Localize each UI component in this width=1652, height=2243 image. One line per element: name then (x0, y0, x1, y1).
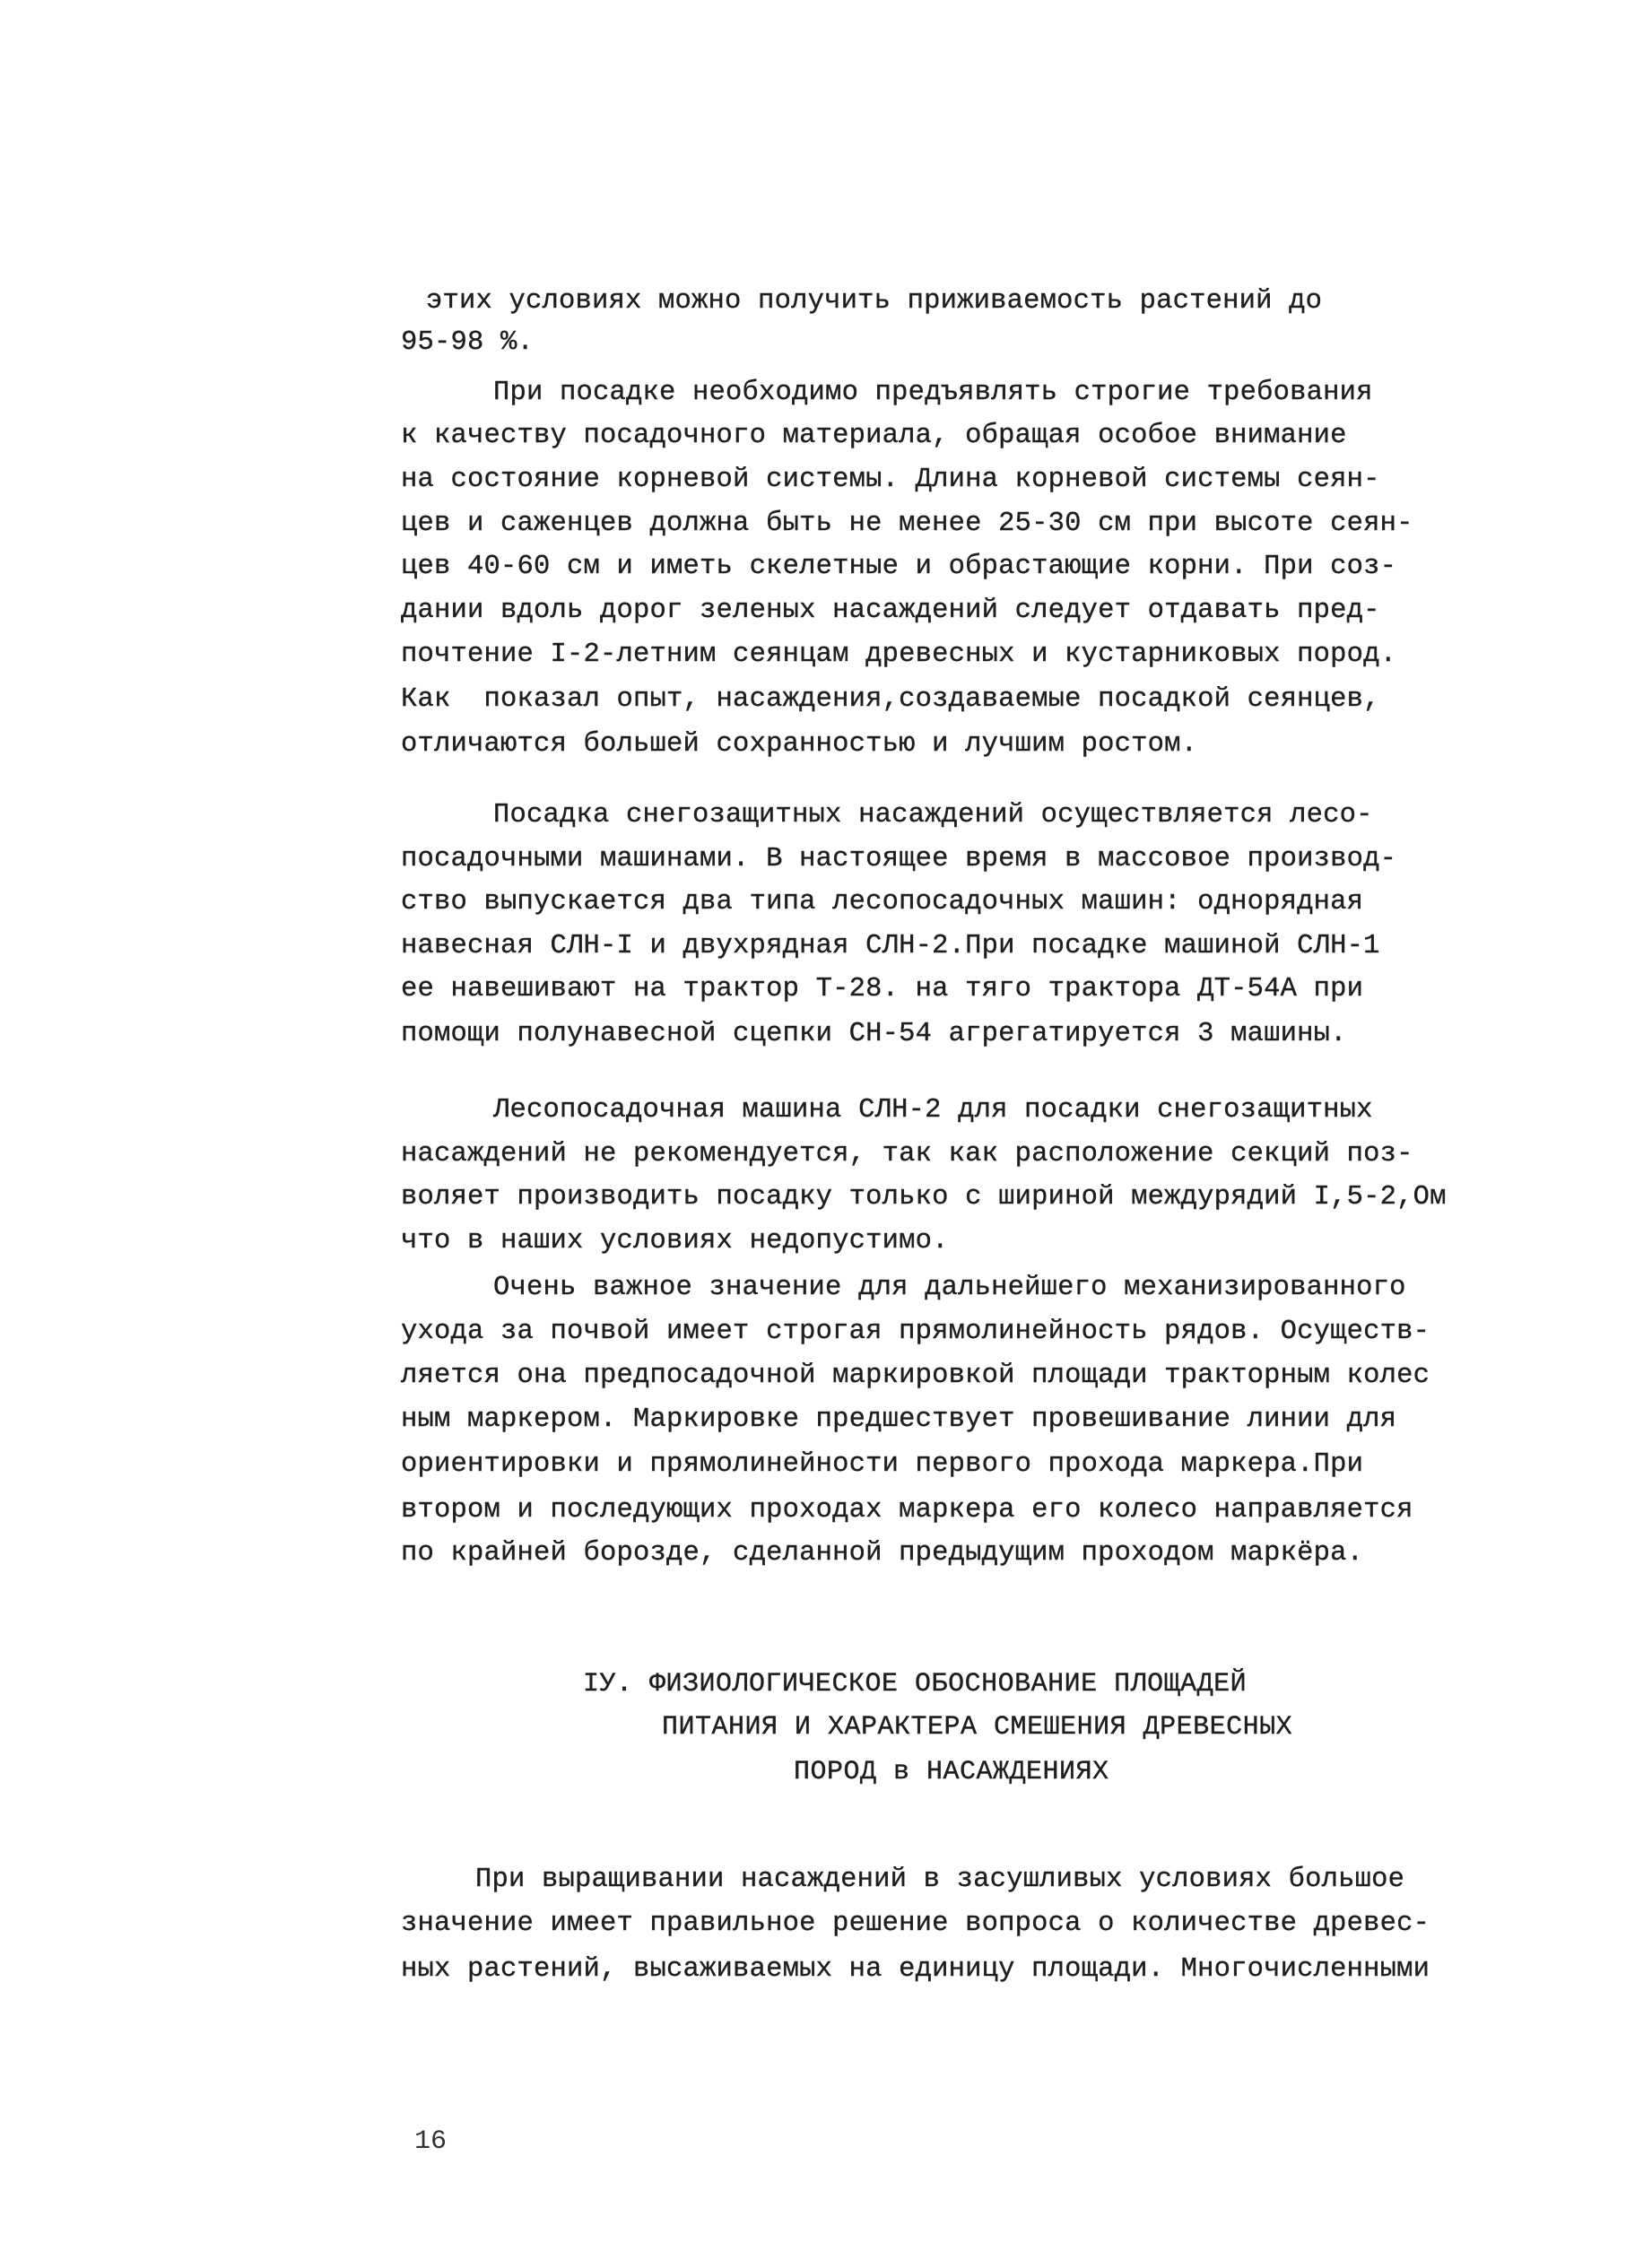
text-line: 95-98 %. (401, 327, 535, 358)
text-line: ухода за почвой имеет строгая прямолинейность рядов. Осуществ- (401, 1317, 1430, 1347)
section-heading-line: ПОРОД в НАСАЖДЕНИЯХ (794, 1757, 1109, 1787)
text-line: цев и саженцев должна быть не менее 25-30 см при высоте сеян- (401, 509, 1413, 539)
section-heading-line: IУ. ФИЗИОЛОГИЧЕСКОЕ ОБОСНОВАНИЕ ПЛОЩАДЕЙ (583, 1669, 1248, 1700)
text-line: ство выпускается два типа лесопосадочных машин: однорядная (401, 887, 1364, 917)
text-line: ным маркером. Маркировке предшествует провешивание линии для (401, 1404, 1397, 1435)
text-line: по крайней борозде, сделанной предыдущим проходом маркёра. (401, 1538, 1364, 1569)
text-line: ориентировки и прямолинейности первого прохода маркера.При (401, 1449, 1364, 1480)
text-line: навесная СЛН-I и двухрядная СЛН-2.При посадке машиной СЛН-1 (401, 931, 1380, 961)
text-line: воляет производить посадку только с шириной междурядий I,5-2,Ом (401, 1182, 1447, 1213)
text-line: Как показал опыт, насаждения,создаваемые посадкой сеянцев, (401, 684, 1380, 715)
text-line: к качеству посадочного материала, обращая особое внимание (401, 421, 1347, 451)
text-line: помощи полунавесной сцепки СН-54 агрегатируется 3 машины. (401, 1019, 1347, 1049)
text-line: ляется она предпосадочной маркировкой площади тракторным колес (401, 1361, 1430, 1391)
text-line: этих условиях можно получить приживаемость растений до (426, 286, 1323, 317)
text-line: ее навешивают на трактор Т-28. на тяго трактора ДТ-54А при (401, 974, 1364, 1004)
text-line: почтение I-2-летним сеянцам древесных и кустарниковых пород. (401, 639, 1397, 670)
text-line: Посадка снегозащитных насаждений осуществляется лесо- (493, 800, 1373, 830)
text-line: При посадке необходимо предъявлять строгие требования (493, 378, 1373, 408)
page-number: 16 (414, 2126, 448, 2157)
text-line: на состояние корневой системы. Длина корневой системы сеян- (401, 465, 1380, 495)
section-heading-line: ПИТАНИЯ И ХАРАКТЕРА СМЕШЕНИЯ ДРЕВЕСНЫХ (662, 1712, 1293, 1743)
text-line: посадочными машинами. В настоящее время в массовое производ- (401, 844, 1397, 874)
text-line: При выращивании насаждений в засушливых условиях большое (475, 1865, 1405, 1895)
text-line: дании вдоль дорог зеленых насаждений следует отдавать пред- (401, 596, 1380, 626)
text-line: Лесопосадочная машина СЛН-2 для посадки снегозащитных (493, 1095, 1373, 1126)
text-line: втором и последующих проходах маркера его колесо направляется (401, 1495, 1413, 1526)
text-line: отличаются большей сохранностью и лучшим ростом. (401, 729, 1198, 760)
text-line: что в наших условиях недопустимо. (401, 1226, 949, 1256)
text-line: насаждений не рекомендуется, так как расположение секций поз- (401, 1139, 1413, 1169)
text-line: цев 40-60 см и иметь скелетные и обрастающие корни. При соз- (401, 552, 1397, 582)
text-line: значение имеет правильное решение вопроса о количестве древес- (401, 1908, 1430, 1939)
text-line: ных растений, высаживаемых на единицу площади. Многочисленными (401, 1954, 1430, 1985)
text-line: Очень важное значение для дальнейшего механизированного (493, 1273, 1406, 1303)
